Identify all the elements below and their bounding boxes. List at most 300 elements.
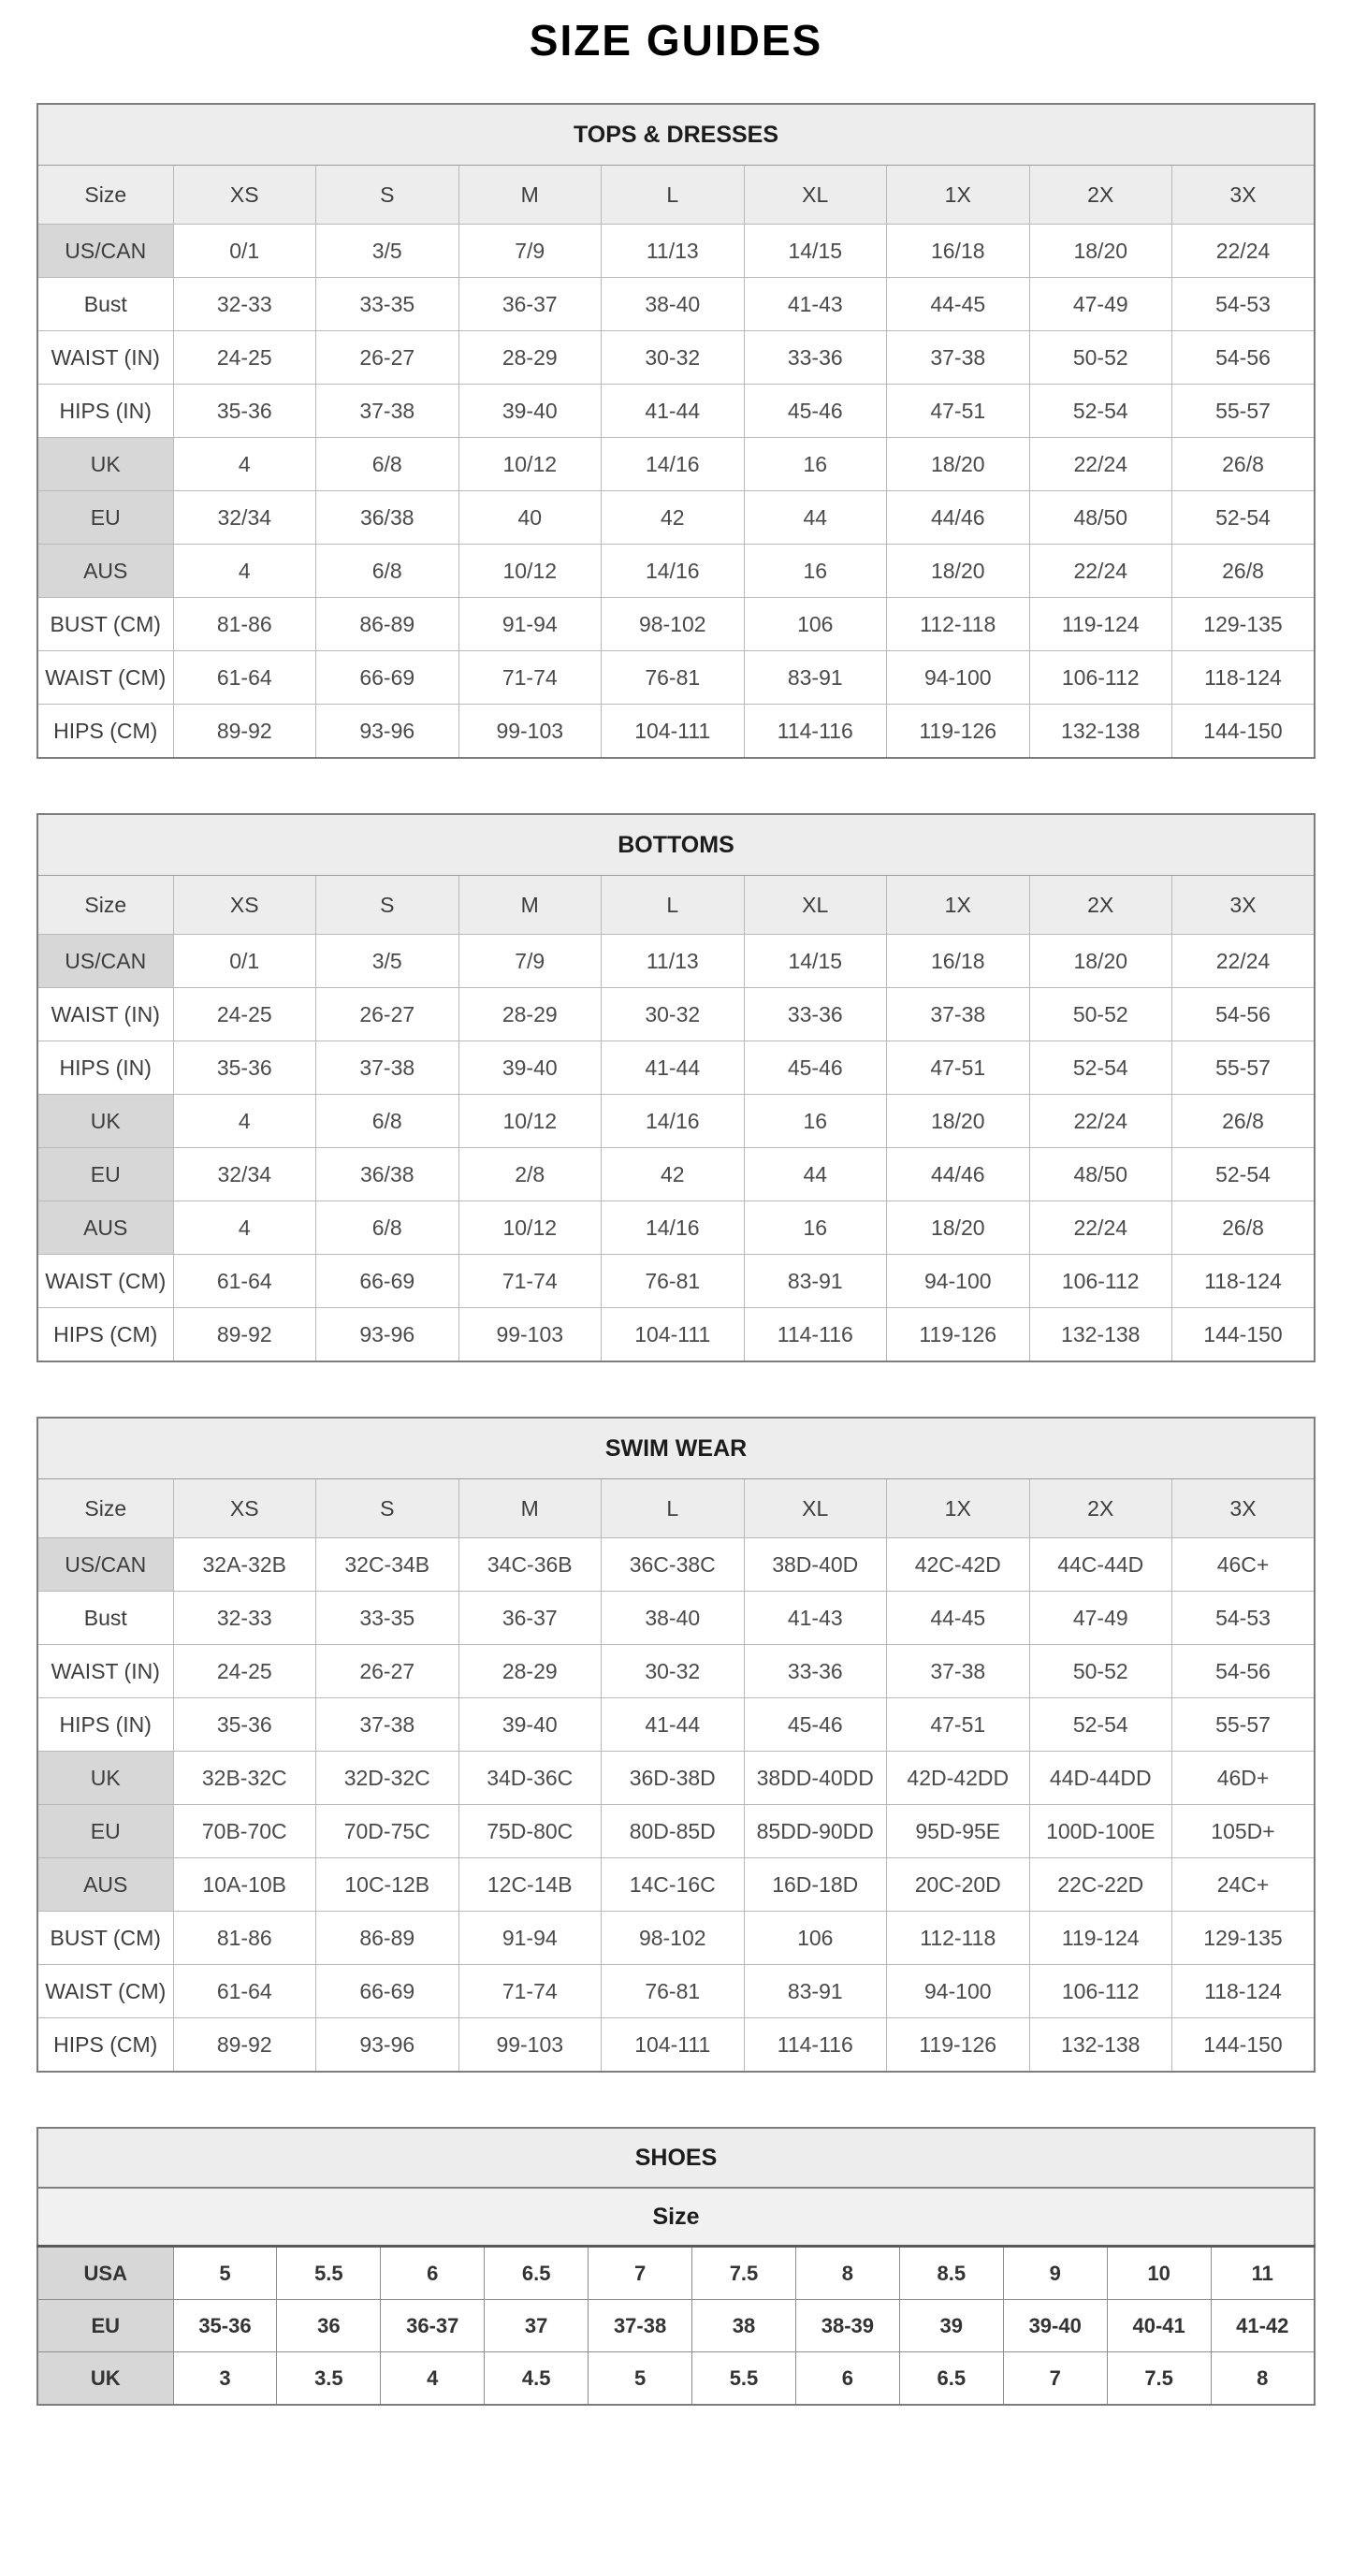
cell: 71-74 xyxy=(458,651,602,705)
table-row xyxy=(37,1698,1315,1752)
cell: 85DD-90DD xyxy=(744,1805,887,1858)
cell: 89-92 xyxy=(173,1308,316,1362)
cell: 16 xyxy=(744,1095,887,1148)
cell: 61-64 xyxy=(173,1255,316,1308)
cell: 89-92 xyxy=(173,705,316,759)
column-header: S xyxy=(316,1479,459,1538)
cell: 5 xyxy=(173,2247,277,2300)
cell: 47-51 xyxy=(887,1041,1030,1095)
table-row xyxy=(37,1095,1315,1148)
column-header: XL xyxy=(744,1479,887,1538)
cell: 26-27 xyxy=(316,331,459,385)
cell: 118-124 xyxy=(1172,1255,1316,1308)
cell: 8 xyxy=(1211,2352,1315,2406)
row-label: Bust xyxy=(37,1592,173,1645)
cell: 37 xyxy=(485,2300,589,2352)
row-label: WAIST (CM) xyxy=(37,651,173,705)
column-header: 3X xyxy=(1172,876,1316,935)
cell: 18/20 xyxy=(887,438,1030,491)
cell: 106-112 xyxy=(1029,1965,1172,2018)
cell: 37-38 xyxy=(316,1698,459,1752)
cell: 41-43 xyxy=(744,1592,887,1645)
cell: 66-69 xyxy=(316,1255,459,1308)
cell: 6/8 xyxy=(316,438,459,491)
table-row xyxy=(37,1752,1315,1805)
row-label: EU xyxy=(37,491,173,545)
cell: 80D-85D xyxy=(602,1805,745,1858)
size-corner-label: Size xyxy=(37,166,173,225)
cell: 14/16 xyxy=(602,1201,745,1255)
cell: 52-54 xyxy=(1029,1698,1172,1752)
cell: 52-54 xyxy=(1172,491,1316,545)
cell: 33-36 xyxy=(744,1645,887,1698)
table-title-row xyxy=(37,814,1315,876)
table-row xyxy=(37,1308,1315,1362)
cell: 83-91 xyxy=(744,1965,887,2018)
cell: 36C-38C xyxy=(602,1538,745,1592)
cell: 4 xyxy=(173,1201,316,1255)
cell: 44 xyxy=(744,1148,887,1201)
cell: 22/24 xyxy=(1029,438,1172,491)
size-subheader-row xyxy=(37,2188,1315,2247)
cell: 11 xyxy=(1211,2247,1315,2300)
bottoms-table xyxy=(36,813,1316,1362)
cell: 14/16 xyxy=(602,545,745,598)
cell: 42C-42D xyxy=(887,1538,1030,1592)
cell: 22/24 xyxy=(1029,1095,1172,1148)
cell: 98-102 xyxy=(602,598,745,651)
cell: 22/24 xyxy=(1172,225,1316,278)
cell: 5 xyxy=(589,2352,692,2406)
cell: 22/24 xyxy=(1029,1201,1172,1255)
cell: 112-118 xyxy=(887,1912,1030,1965)
table-title: BOTTOMS xyxy=(37,814,1315,876)
cell: 16 xyxy=(744,1201,887,1255)
size-corner-label: Size xyxy=(37,1479,173,1538)
cell: 61-64 xyxy=(173,651,316,705)
cell: 38 xyxy=(692,2300,796,2352)
table-title: SHOES xyxy=(37,2128,1315,2188)
cell: 10 xyxy=(1107,2247,1211,2300)
cell: 41-43 xyxy=(744,278,887,331)
row-label: US/CAN xyxy=(37,225,173,278)
cell: 83-91 xyxy=(744,1255,887,1308)
cell: 44/46 xyxy=(887,1148,1030,1201)
cell: 42D-42DD xyxy=(887,1752,1030,1805)
cell: 44D-44DD xyxy=(1029,1752,1172,1805)
cell: 30-32 xyxy=(602,331,745,385)
cell: 75D-80C xyxy=(458,1805,602,1858)
cell: 105D+ xyxy=(1172,1805,1316,1858)
cell: 8.5 xyxy=(899,2247,1003,2300)
cell: 12C-14B xyxy=(458,1858,602,1912)
cell: 61-64 xyxy=(173,1965,316,2018)
cell: 76-81 xyxy=(602,651,745,705)
cell: 14/16 xyxy=(602,1095,745,1148)
table-row xyxy=(37,545,1315,598)
cell: 3/5 xyxy=(316,935,459,988)
cell: 38-39 xyxy=(795,2300,899,2352)
column-header: 1X xyxy=(887,1479,1030,1538)
row-label: WAIST (IN) xyxy=(37,1645,173,1698)
cell: 42 xyxy=(602,1148,745,1201)
table-row xyxy=(37,1805,1315,1858)
cell: 52-54 xyxy=(1029,1041,1172,1095)
cell: 119-124 xyxy=(1029,1912,1172,1965)
column-header: XS xyxy=(173,166,316,225)
cell: 36/38 xyxy=(316,1148,459,1201)
cell: 44-45 xyxy=(887,278,1030,331)
cell: 54-53 xyxy=(1172,278,1316,331)
cell: 16/18 xyxy=(887,225,1030,278)
column-header: XL xyxy=(744,876,887,935)
cell: 33-35 xyxy=(316,1592,459,1645)
cell: 24-25 xyxy=(173,988,316,1041)
cell: 18/20 xyxy=(887,1201,1030,1255)
row-label: WAIST (CM) xyxy=(37,1255,173,1308)
cell: 76-81 xyxy=(602,1255,745,1308)
cell: 93-96 xyxy=(316,1308,459,1362)
cell: 50-52 xyxy=(1029,1645,1172,1698)
cell: 54-53 xyxy=(1172,1592,1316,1645)
column-header: M xyxy=(458,1479,602,1538)
cell: 50-52 xyxy=(1029,988,1172,1041)
column-header: 3X xyxy=(1172,166,1316,225)
cell: 22C-22D xyxy=(1029,1858,1172,1912)
cell: 22/24 xyxy=(1172,935,1316,988)
table-row xyxy=(37,2300,1315,2352)
cell: 36-37 xyxy=(458,1592,602,1645)
cell: 28-29 xyxy=(458,988,602,1041)
cell: 3 xyxy=(173,2352,277,2406)
cell: 44/46 xyxy=(887,491,1030,545)
cell: 33-36 xyxy=(744,988,887,1041)
table-row xyxy=(37,1255,1315,1308)
cell: 45-46 xyxy=(744,1041,887,1095)
row-label: HIPS (CM) xyxy=(37,1308,173,1362)
cell: 48/50 xyxy=(1029,1148,1172,1201)
cell: 26/8 xyxy=(1172,438,1316,491)
cell: 33-36 xyxy=(744,331,887,385)
cell: 95D-95E xyxy=(887,1805,1030,1858)
cell: 55-57 xyxy=(1172,1698,1316,1752)
cell: 24-25 xyxy=(173,1645,316,1698)
cell: 34C-36B xyxy=(458,1538,602,1592)
cell: 71-74 xyxy=(458,1255,602,1308)
cell: 100D-100E xyxy=(1029,1805,1172,1858)
cell: 26-27 xyxy=(316,988,459,1041)
table-row xyxy=(37,2352,1315,2406)
table-row xyxy=(37,1148,1315,1201)
cell: 11/13 xyxy=(602,935,745,988)
column-header: 1X xyxy=(887,166,1030,225)
cell: 39-40 xyxy=(1003,2300,1107,2352)
table-row xyxy=(37,438,1315,491)
table-row xyxy=(37,1538,1315,1592)
column-header: 2X xyxy=(1029,166,1172,225)
cell: 38D-40D xyxy=(744,1538,887,1592)
cell: 6 xyxy=(381,2247,485,2300)
cell: 144-150 xyxy=(1172,2018,1316,2073)
cell: 28-29 xyxy=(458,1645,602,1698)
cell: 36-37 xyxy=(458,278,602,331)
cell: 30-32 xyxy=(602,988,745,1041)
cell: 76-81 xyxy=(602,1965,745,2018)
cell: 46D+ xyxy=(1172,1752,1316,1805)
table-row xyxy=(37,1645,1315,1698)
cell: 35-36 xyxy=(173,385,316,438)
table-row xyxy=(37,598,1315,651)
column-header-row xyxy=(37,166,1315,225)
cell: 45-46 xyxy=(744,1698,887,1752)
cell: 47-51 xyxy=(887,1698,1030,1752)
cell: 7.5 xyxy=(1107,2352,1211,2406)
cell: 26-27 xyxy=(316,1645,459,1698)
cell: 119-126 xyxy=(887,705,1030,759)
row-label: UK xyxy=(37,438,173,491)
cell: 104-111 xyxy=(602,1308,745,1362)
cell: 7 xyxy=(1003,2352,1107,2406)
cell: 70B-70C xyxy=(173,1805,316,1858)
cell: 37-38 xyxy=(887,988,1030,1041)
cell: 28-29 xyxy=(458,331,602,385)
size-subheader-label: Size xyxy=(37,2188,1315,2247)
table-row xyxy=(37,385,1315,438)
cell: 106 xyxy=(744,598,887,651)
cell: 16 xyxy=(744,438,887,491)
cell: 42 xyxy=(602,491,745,545)
cell: 114-116 xyxy=(744,2018,887,2073)
cell: 99-103 xyxy=(458,1308,602,1362)
cell: 7/9 xyxy=(458,935,602,988)
cell: 55-57 xyxy=(1172,1041,1316,1095)
cell: 6.5 xyxy=(899,2352,1003,2406)
cell: 129-135 xyxy=(1172,598,1316,651)
cell: 3/5 xyxy=(316,225,459,278)
column-header: S xyxy=(316,876,459,935)
table-row xyxy=(37,1592,1315,1645)
cell: 20C-20D xyxy=(887,1858,1030,1912)
shoes-table xyxy=(36,2127,1316,2406)
cell: 32/34 xyxy=(173,1148,316,1201)
cell: 47-49 xyxy=(1029,1592,1172,1645)
column-header: L xyxy=(602,876,745,935)
cell: 38-40 xyxy=(602,278,745,331)
cell: 7.5 xyxy=(692,2247,796,2300)
cell: 112-118 xyxy=(887,598,1030,651)
cell: 35-36 xyxy=(173,1041,316,1095)
cell: 18/20 xyxy=(887,545,1030,598)
cell: 55-57 xyxy=(1172,385,1316,438)
row-label: EU xyxy=(37,1148,173,1201)
cell: 66-69 xyxy=(316,651,459,705)
cell: 54-56 xyxy=(1172,1645,1316,1698)
cell: 99-103 xyxy=(458,2018,602,2073)
cell: 8 xyxy=(795,2247,899,2300)
cell: 41-42 xyxy=(1211,2300,1315,2352)
cell: 18/20 xyxy=(1029,935,1172,988)
column-header: 1X xyxy=(887,876,1030,935)
column-header: 2X xyxy=(1029,876,1172,935)
cell: 6.5 xyxy=(485,2247,589,2300)
cell: 37-38 xyxy=(589,2300,692,2352)
cell: 0/1 xyxy=(173,225,316,278)
cell: 2/8 xyxy=(458,1148,602,1201)
table-title: TOPS & DRESSES xyxy=(37,104,1315,166)
cell: 10/12 xyxy=(458,438,602,491)
cell: 0/1 xyxy=(173,935,316,988)
column-header: XS xyxy=(173,876,316,935)
table-row xyxy=(37,1041,1315,1095)
cell: 36D-38D xyxy=(602,1752,745,1805)
cell: 89-92 xyxy=(173,2018,316,2073)
cell: 14/15 xyxy=(744,225,887,278)
table-title-row xyxy=(37,1418,1315,1479)
cell: 41-44 xyxy=(602,385,745,438)
cell: 71-74 xyxy=(458,1965,602,2018)
cell: 35-36 xyxy=(173,1698,316,1752)
column-header: L xyxy=(602,166,745,225)
cell: 132-138 xyxy=(1029,2018,1172,2073)
cell: 132-138 xyxy=(1029,705,1172,759)
column-header: S xyxy=(316,166,459,225)
cell: 39-40 xyxy=(458,385,602,438)
cell: 98-102 xyxy=(602,1912,745,1965)
cell: 83-91 xyxy=(744,651,887,705)
row-label: HIPS (IN) xyxy=(37,385,173,438)
table-row xyxy=(37,705,1315,759)
cell: 33-35 xyxy=(316,278,459,331)
cell: 47-49 xyxy=(1029,278,1172,331)
cell: 45-46 xyxy=(744,385,887,438)
cell: 38DD-40DD xyxy=(744,1752,887,1805)
cell: 144-150 xyxy=(1172,1308,1316,1362)
cell: 54-56 xyxy=(1172,988,1316,1041)
cell: 37-38 xyxy=(887,1645,1030,1698)
cell: 93-96 xyxy=(316,2018,459,2073)
cell: 7/9 xyxy=(458,225,602,278)
cell: 114-116 xyxy=(744,1308,887,1362)
cell: 38-40 xyxy=(602,1592,745,1645)
column-header: M xyxy=(458,166,602,225)
cell: 119-126 xyxy=(887,1308,1030,1362)
row-label: EU xyxy=(37,2300,173,2352)
cell: 39 xyxy=(899,2300,1003,2352)
cell: 94-100 xyxy=(887,651,1030,705)
column-header: XS xyxy=(173,1479,316,1538)
row-label: UK xyxy=(37,1095,173,1148)
cell: 106 xyxy=(744,1912,887,1965)
table-row xyxy=(37,2247,1315,2300)
cell: 54-56 xyxy=(1172,331,1316,385)
swim-wear-table xyxy=(36,1417,1316,2073)
cell: 22/24 xyxy=(1029,545,1172,598)
row-label: WAIST (CM) xyxy=(37,1965,173,2018)
table-row xyxy=(37,278,1315,331)
cell: 32/34 xyxy=(173,491,316,545)
cell: 7 xyxy=(589,2247,692,2300)
cell: 52-54 xyxy=(1029,385,1172,438)
cell: 4 xyxy=(381,2352,485,2406)
row-label: UK xyxy=(37,1752,173,1805)
row-label: EU xyxy=(37,1805,173,1858)
table-title-row xyxy=(37,2128,1315,2188)
cell: 39-40 xyxy=(458,1041,602,1095)
cell: 5.5 xyxy=(277,2247,381,2300)
column-header: 3X xyxy=(1172,1479,1316,1538)
cell: 26/8 xyxy=(1172,1201,1316,1255)
cell: 14C-16C xyxy=(602,1858,745,1912)
cell: 36/38 xyxy=(316,491,459,545)
size-corner-label: Size xyxy=(37,876,173,935)
cell: 93-96 xyxy=(316,705,459,759)
cell: 50-52 xyxy=(1029,331,1172,385)
cell: 129-135 xyxy=(1172,1912,1316,1965)
cell: 70D-75C xyxy=(316,1805,459,1858)
table-row xyxy=(37,935,1315,988)
column-header-row xyxy=(37,1479,1315,1538)
cell: 81-86 xyxy=(173,598,316,651)
cell: 81-86 xyxy=(173,1912,316,1965)
cell: 91-94 xyxy=(458,598,602,651)
row-label: HIPS (IN) xyxy=(37,1041,173,1095)
cell: 41-44 xyxy=(602,1041,745,1095)
column-header: M xyxy=(458,876,602,935)
row-label: US/CAN xyxy=(37,935,173,988)
cell: 39-40 xyxy=(458,1698,602,1752)
cell: 106-112 xyxy=(1029,1255,1172,1308)
row-label: WAIST (IN) xyxy=(37,331,173,385)
cell: 119-124 xyxy=(1029,598,1172,651)
cell: 118-124 xyxy=(1172,1965,1316,2018)
cell: 6/8 xyxy=(316,545,459,598)
cell: 114-116 xyxy=(744,705,887,759)
cell: 44 xyxy=(744,491,887,545)
tops-dresses-table xyxy=(36,103,1316,759)
row-label: HIPS (IN) xyxy=(37,1698,173,1752)
cell: 48/50 xyxy=(1029,491,1172,545)
cell: 10/12 xyxy=(458,1201,602,1255)
cell: 40-41 xyxy=(1107,2300,1211,2352)
cell: 24-25 xyxy=(173,331,316,385)
cell: 4.5 xyxy=(485,2352,589,2406)
cell: 18/20 xyxy=(1029,225,1172,278)
cell: 132-138 xyxy=(1029,1308,1172,1362)
row-label: AUS xyxy=(37,1201,173,1255)
cell: 32D-32C xyxy=(316,1752,459,1805)
cell: 34D-36C xyxy=(458,1752,602,1805)
row-label: Bust xyxy=(37,278,173,331)
cell: 86-89 xyxy=(316,598,459,651)
column-header: XL xyxy=(744,166,887,225)
cell: 14/16 xyxy=(602,438,745,491)
cell: 35-36 xyxy=(173,2300,277,2352)
cell: 10/12 xyxy=(458,1095,602,1148)
cell: 32C-34B xyxy=(316,1538,459,1592)
cell: 26/8 xyxy=(1172,1095,1316,1148)
table-row xyxy=(37,225,1315,278)
cell: 66-69 xyxy=(316,1965,459,2018)
table-title-row xyxy=(37,104,1315,166)
cell: 32-33 xyxy=(173,1592,316,1645)
table-row xyxy=(37,1965,1315,2018)
row-label: BUST (CM) xyxy=(37,598,173,651)
cell: 37-38 xyxy=(316,1041,459,1095)
row-label: BUST (CM) xyxy=(37,1912,173,1965)
row-label: HIPS (CM) xyxy=(37,705,173,759)
cell: 9 xyxy=(1003,2247,1107,2300)
cell: 32-33 xyxy=(173,278,316,331)
